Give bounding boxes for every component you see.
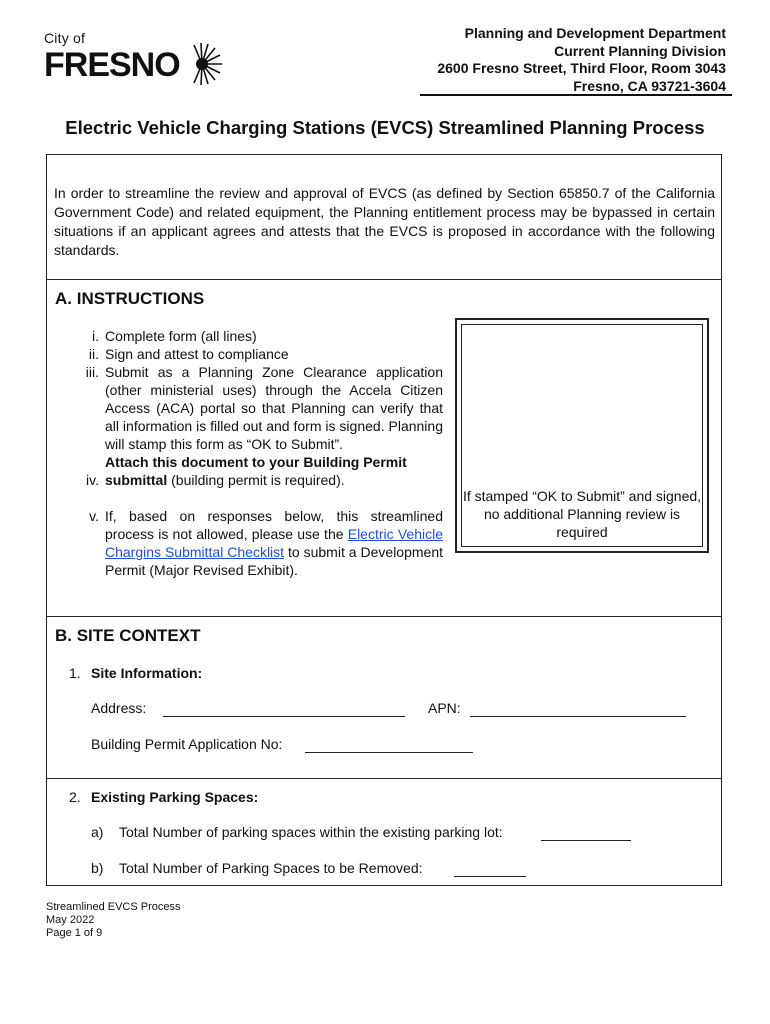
apn-field[interactable]	[470, 704, 686, 717]
q2a-label: Total Number of parking spaces within the existing parking lot:	[119, 824, 503, 840]
page-title: Electric Vehicle Charging Stations (EVCS) Streamlined Planning Process	[65, 117, 705, 138]
apn-label: APN:	[428, 700, 461, 716]
footer-date: May 2022	[46, 914, 95, 926]
section-a-heading: A. INSTRUCTIONS	[55, 289, 205, 308]
stamp-note: If stamped “OK to Submit” and signed, no additional Planning review is required	[462, 488, 702, 540]
section-b-heading: B. SITE CONTEXT	[55, 626, 201, 645]
list-item	[67, 453, 443, 471]
city-zip: Fresno, CA 93721-3604	[573, 77, 726, 94]
division-name: Current Planning Division	[554, 42, 726, 59]
list-item: ii. Sign and attest to compliance	[88, 346, 289, 362]
logo-wordmark: FRESNO	[44, 46, 180, 84]
stamp-box	[455, 318, 709, 553]
q2a-number: a)	[91, 824, 104, 840]
building-permit-label: Building Permit Application No:	[91, 736, 283, 752]
logo-city-of-text: City of	[44, 30, 86, 46]
list-item: i. Complete form (all lines)	[92, 328, 257, 344]
fresno-logo-icon	[44, 40, 222, 88]
q2b-number: b)	[91, 860, 104, 876]
divider-section-a	[47, 616, 721, 617]
sun-center-icon	[196, 58, 208, 70]
department-address-block	[437, 25, 726, 95]
list-item: iii. Submit as a Planning Zone Clearance application (other ministerial uses) through the Accela Citizen Access (ACA) portal so that Planning can verify that all information is filled out and form is signed. Planning will stamp this form as “OK to Submit”.	[85, 364, 443, 452]
existing-spaces-field[interactable]	[541, 828, 631, 841]
list-item: iv. submittal (building permit is required).	[86, 472, 345, 488]
attach-instruction: Attach this document to your Building Permit	[105, 454, 407, 470]
divider-site-info	[47, 778, 721, 779]
city-of-fresno-logo	[44, 30, 222, 88]
department-name: Planning and Development Department	[464, 25, 726, 41]
q2b-label: Total Number of Parking Spaces to be Removed:	[119, 860, 423, 876]
q1-label: Site Information:	[91, 665, 203, 681]
divider-intro	[47, 279, 721, 280]
intro-paragraph: In order to streamline the review and approval of EVCS (as defined by Section 65850.7 of the California Government Code) and related equipment, the Planning entitlement process may be bypassed in certain situations if an applicant agrees and attests that the EVCS is proposed in accordance with the following standards.	[54, 185, 715, 258]
address-label: Address:	[91, 700, 147, 716]
evcs-checklist-link[interactable]: Electric Vehicle Chargins Submittal Checklist	[105, 526, 443, 560]
q1-number: 1.	[69, 665, 81, 681]
street-address: 2600 Fresno Street, Third Floor, Room 3043	[437, 60, 726, 76]
q2-label: Existing Parking Spaces:	[91, 789, 259, 805]
footer-page-number: Page 1 of 9	[46, 927, 103, 939]
q2-number: 2.	[69, 789, 81, 805]
footer-doc-name: Streamlined EVCS Process	[46, 901, 181, 913]
page-footer	[46, 901, 181, 940]
building-permit-field[interactable]	[305, 740, 473, 753]
header-rule	[420, 94, 732, 96]
removed-spaces-field[interactable]	[454, 864, 526, 877]
list-item: v. If, based on responses below, this streamlined process is not allowed, please use the Electric Vehicle Chargins Submittal Checklist to submit a Development Permit (Major Revised Exhibit).	[89, 508, 443, 578]
form-frame	[46, 154, 722, 886]
address-field[interactable]	[163, 704, 405, 717]
instructions-list	[67, 327, 443, 579]
